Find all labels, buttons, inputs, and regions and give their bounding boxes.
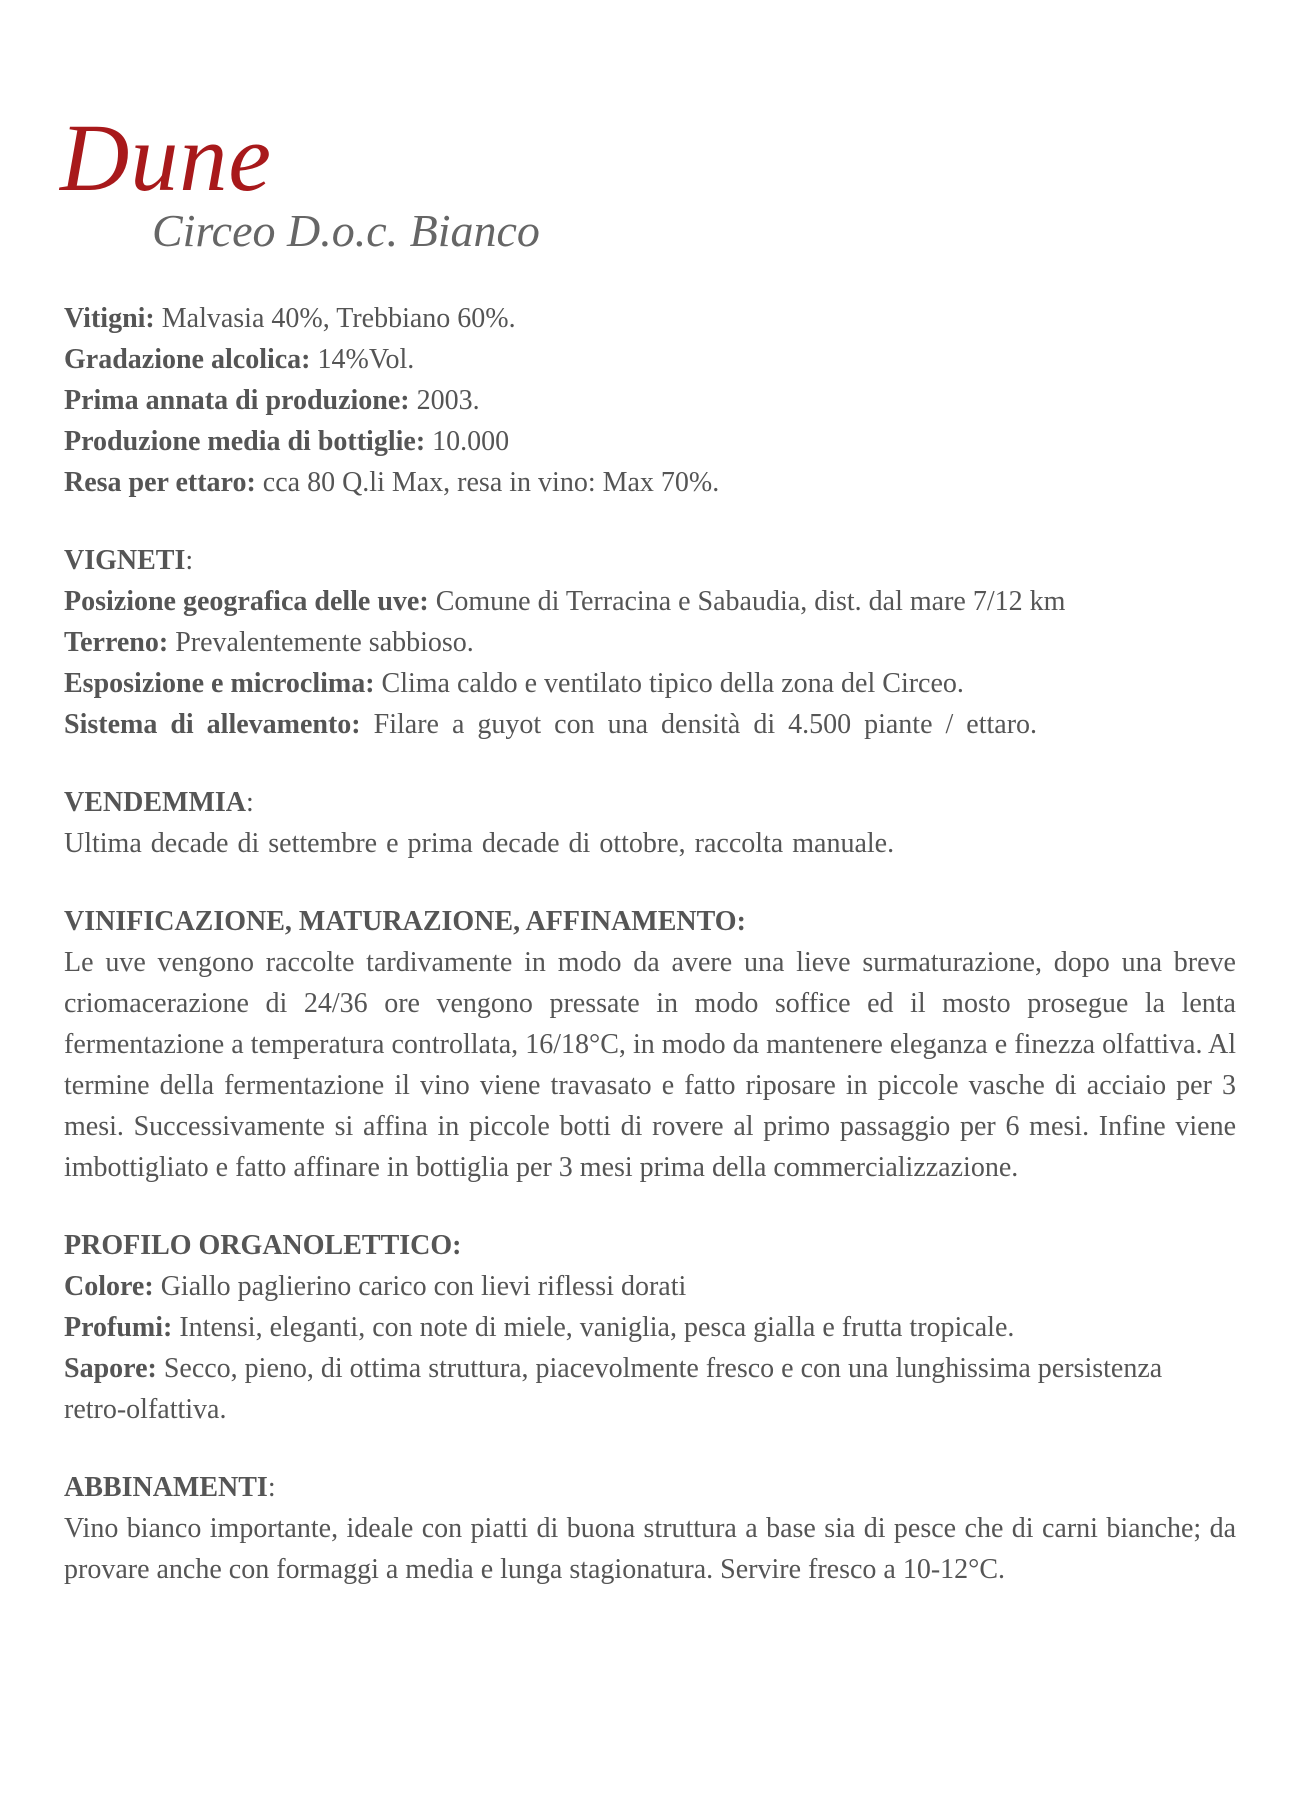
section-gap <box>64 503 1244 540</box>
vigneti-label: Esposizione e microclima: <box>64 668 375 699</box>
vendemmia-text: Ultima decade di settembre e prima decade di ottobre, raccolta manuale. <box>64 828 895 859</box>
profilo-label: Sapore: <box>64 1353 157 1384</box>
vigneti-section <box>64 540 1244 745</box>
spec-value: Malvasia 40%, Trebbiano 60%. <box>154 303 516 334</box>
profilo-heading: PROFILO ORGANOLETTICO: <box>64 1230 462 1261</box>
vigneti-label: Sistema di allevamento: <box>64 709 361 740</box>
spec-gradazione <box>64 339 1244 380</box>
profilo-value: Secco, pieno, di ottima struttura, piacevolmente fresco e con una lunghissima persistenza retro-olfattiva. <box>64 1353 1163 1425</box>
spec-value: cca 80 Q.li Max, resa in vino: Max 70%. <box>255 467 720 498</box>
profilo-label: Colore: <box>64 1271 154 1302</box>
vigneti-sistema <box>64 704 1244 745</box>
section-gap <box>64 1430 1244 1467</box>
spec-label: Prima annata di produzione: <box>64 385 410 416</box>
profilo-colore <box>64 1266 1244 1307</box>
section-gap <box>64 745 1244 782</box>
vigneti-label: Terreno: <box>64 627 169 658</box>
vigneti-value: Filare a guyot con una densità di 4.500 piante / ettaro. <box>360 709 1038 740</box>
spec-value: 2003. <box>409 385 480 416</box>
wine-details <box>64 298 1244 1590</box>
vinificazione-heading: VINIFICAZIONE, MATURAZIONE, AFFINAMENTO: <box>64 906 746 937</box>
spec-resa <box>64 462 1244 503</box>
spec-prima-annata <box>64 380 1244 421</box>
vendemmia-heading: VENDEMMIA: <box>64 787 254 818</box>
vigneti-label: Posizione geografica delle uve: <box>64 586 429 617</box>
vigneti-esposizione <box>64 663 1244 704</box>
profilo-value: Intensi, eleganti, con note di miele, vaniglia, pesca gialla e frutta tropicale. <box>172 1312 1015 1343</box>
abbinamenti-section <box>64 1467 1244 1590</box>
spec-label: Resa per ettaro: <box>64 467 256 498</box>
vinificazione-text: Le uve vengono raccolte tardivamente in modo da avere una lieve surmaturazione, dopo una breve criomacerazione di 24/36 ore vengono pressate in modo soffice ed il mosto prosegue la lenta fermentazione a temperatura controllata, 16/18°C, in modo da mantenere eleganza e finezza olfattiva. Al termine della fermentazione il vino viene travasato e fatto riposare in piccole vasche di acciaio per 3 mesi. Successivamente si affina in piccole botti di rovere al primo passaggio per 6 mesi. Infine viene imbottigliato e fatto affinare in bottiglia per 3 mesi prima della commercializzazione. <box>64 947 1236 1183</box>
vigneti-terreno <box>64 622 1244 663</box>
vigneti-value: Comune di Terracina e Sabaudia, dist. dal mare 7/12 km <box>428 586 1066 617</box>
section-gap <box>64 1188 1244 1225</box>
spec-label: Gradazione alcolica: <box>64 344 311 375</box>
spec-value: 10.000 <box>425 426 510 457</box>
profilo-profumi <box>64 1307 1244 1348</box>
vendemmia-section <box>64 782 1244 864</box>
vigneti-value: Prevalentemente sabbioso. <box>168 627 474 658</box>
profilo-value: Giallo paglierino carico con lievi riflessi dorati <box>153 1271 687 1302</box>
profilo-sapore <box>64 1348 1214 1430</box>
vigneti-value: Clima caldo e ventilato tipico della zona del Circeo. <box>374 668 964 699</box>
wine-name-title: Dune <box>60 104 272 211</box>
abbinamenti-text: Vino bianco importante, ideale con piatti di buona struttura a base sia di pesce che di carni bianche; da provare anche con formaggi a media e lunga stagionatura. Servire fresco a 10-12°C. <box>64 1513 1236 1585</box>
spec-label: Produzione media di bottiglie: <box>64 426 426 457</box>
spec-produzione-media <box>64 421 1244 462</box>
spec-value: 14%Vol. <box>310 344 415 375</box>
vigneti-heading: VIGNETI: <box>64 545 194 576</box>
profilo-label: Profumi: <box>64 1312 173 1343</box>
profilo-section <box>64 1225 1244 1430</box>
vinificazione-section <box>64 901 1244 1188</box>
spec-label: Vitigni: <box>64 303 155 334</box>
abbinamenti-heading: ABBINAMENTI: <box>64 1472 276 1503</box>
section-gap <box>64 864 1244 901</box>
specs-section <box>64 298 1244 503</box>
spec-vitigni <box>64 298 1244 339</box>
vigneti-posizione <box>64 581 1244 622</box>
wine-denomination-subtitle: Circeo D.o.c. Bianco <box>152 205 540 256</box>
